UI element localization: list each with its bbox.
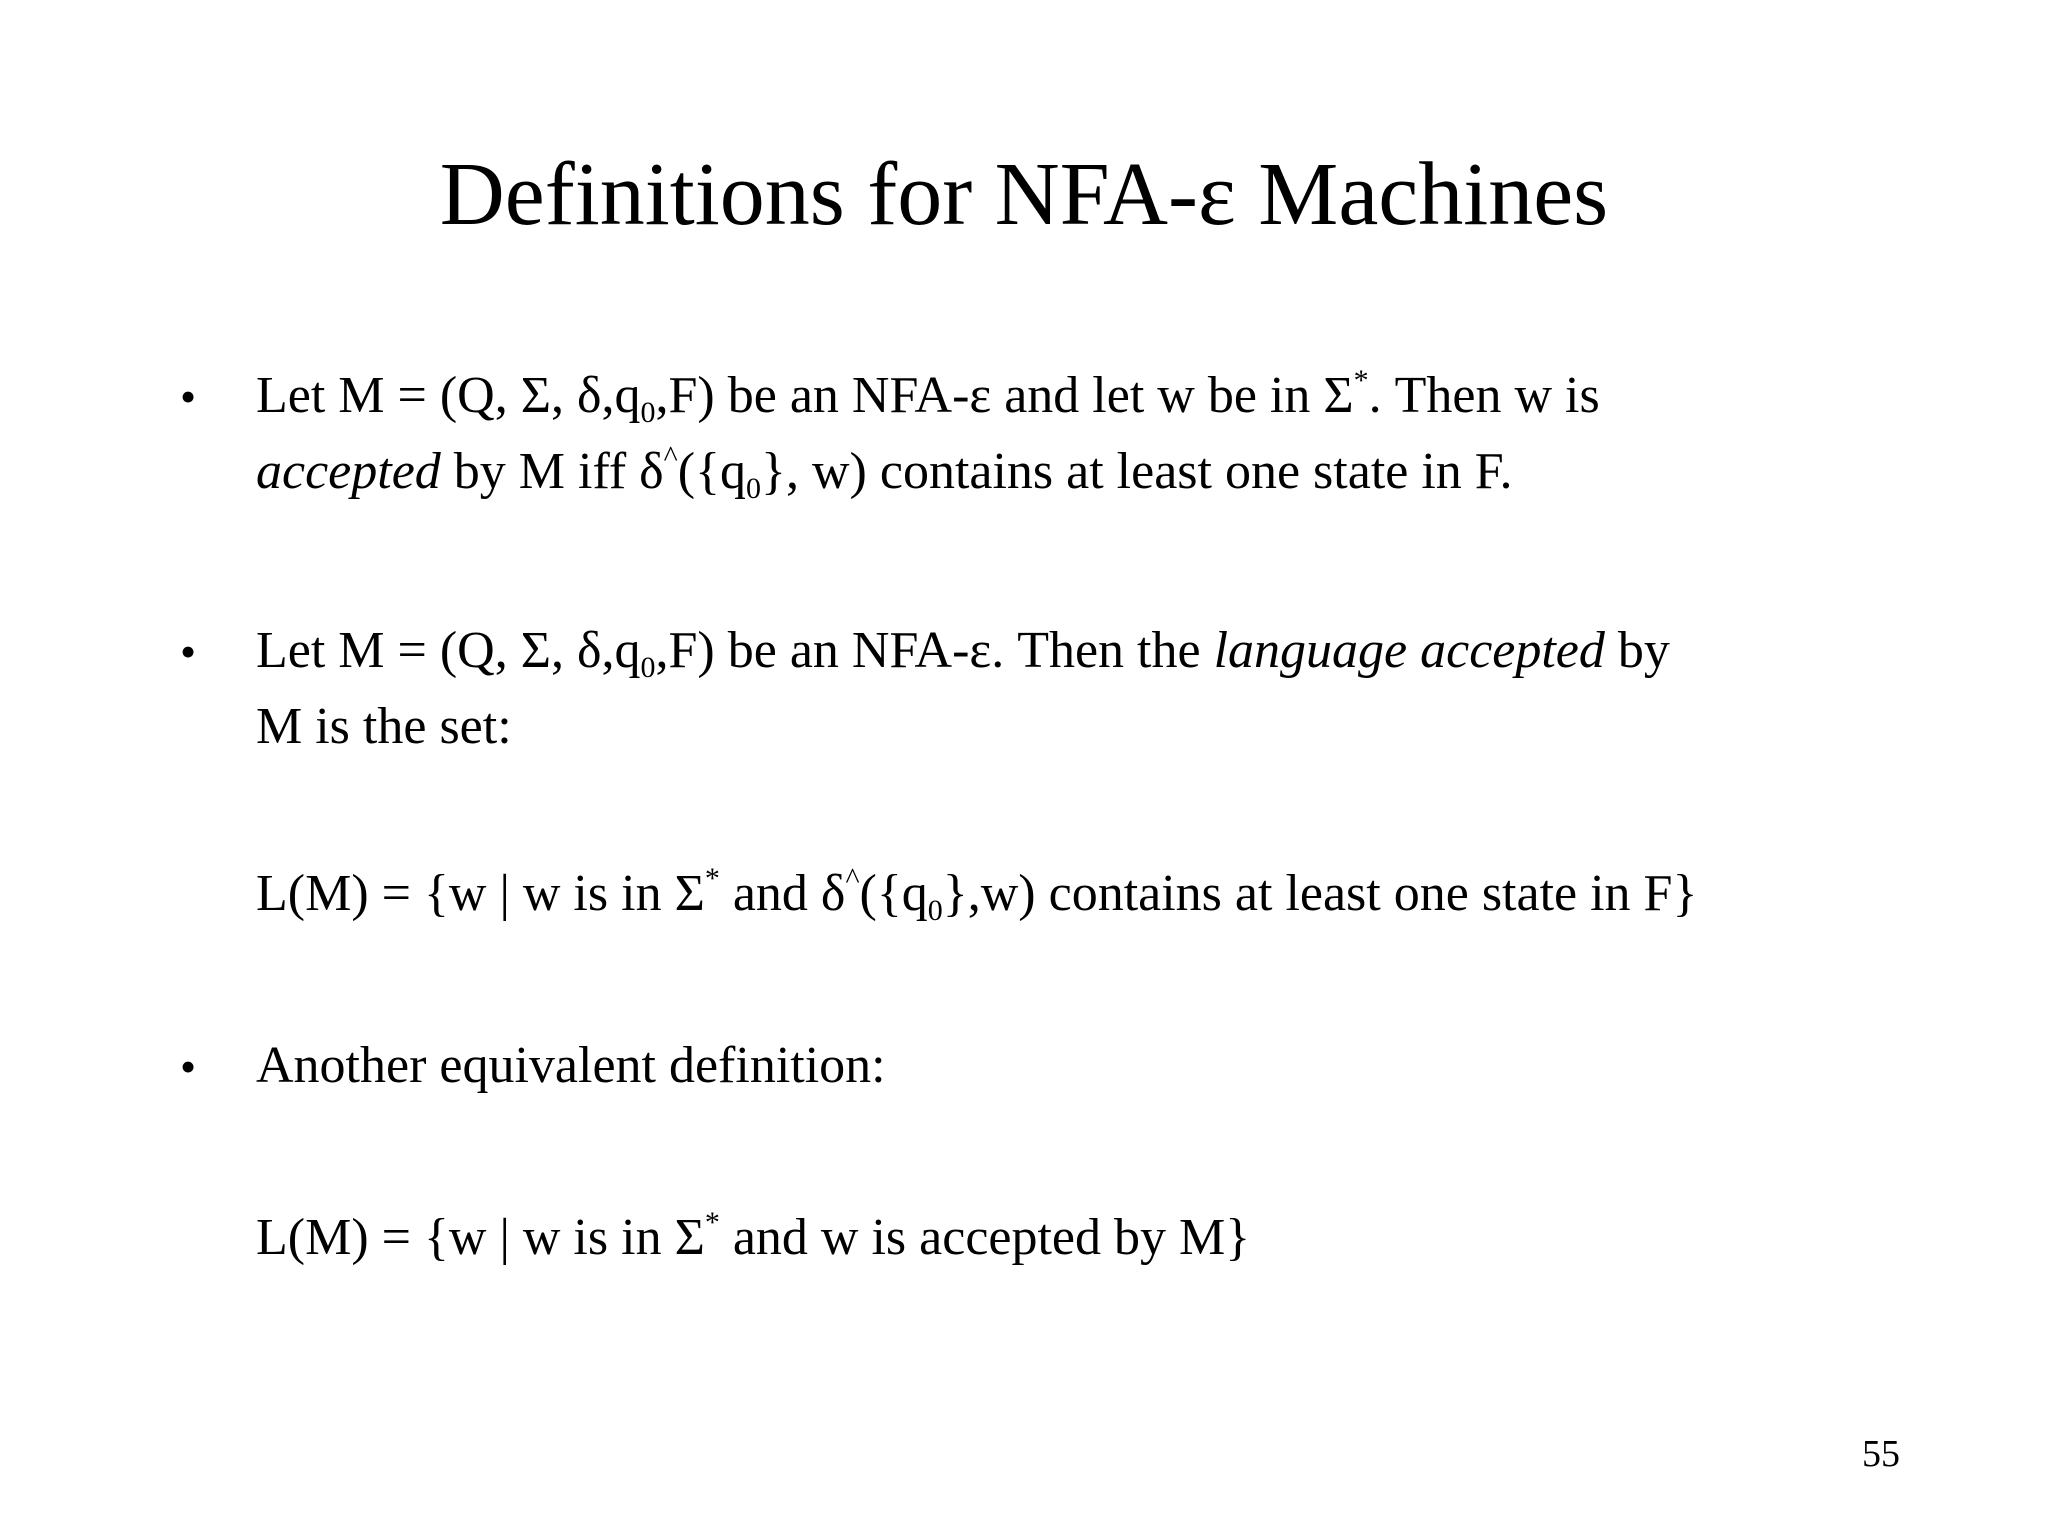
formula-2 [256,1206,1250,1270]
text-run: Let M = (Q, Σ, δ,q [256,367,641,424]
text-run: and δ [719,865,846,922]
superscript: * [704,1206,720,1239]
text-run: ,F) be an NFA-ε and let w be in Σ [655,367,1354,424]
text-run: L(M) = {w | w is in Σ [256,1209,705,1266]
subscript: 0 [746,472,762,505]
superscript: * [704,862,720,895]
text-run: by M iff δ [440,443,664,500]
italic-term: language accepted [1213,622,1605,679]
bullet-1-line-1 [256,364,1600,428]
superscript: ^ [663,440,678,473]
text-run: },w) contains at least one state in F} [942,865,1698,922]
bullet-2-marker: • [180,626,197,677]
text-run: ({q [677,443,747,500]
text-run: L(M) = {w | w is in Σ [256,865,705,922]
text-run: and w is accepted by M} [719,1209,1251,1266]
text-run: . Then w is [1368,367,1600,424]
slide-title: Definitions for NFA-ε Machines [439,145,1609,244]
text-run: ({q [859,865,928,922]
text-run: }, w) contains at least one state in F. [761,443,1513,500]
bullet-2-line-2: M is the set: [256,698,512,755]
bullet-1-marker: • [180,371,197,422]
superscript: * [1353,364,1369,397]
superscript: ^ [845,862,860,895]
bullet-3-line-1: Another equivalent definition: [256,1037,886,1094]
subscript: 0 [927,894,943,927]
bullet-2-line-1 [256,619,1670,683]
bullet-3-marker: • [180,1041,197,1092]
text-run: Let M = (Q, Σ, δ,q [256,622,641,679]
page-number: 55 [1862,1433,1900,1475]
subscript: 0 [640,651,656,684]
bullet-1-line-2 [256,440,1513,504]
subscript: 0 [640,396,656,429]
formula-1 [256,862,1697,926]
text-run: ,F) be an NFA-ε. Then the [655,622,1214,679]
text-run: by [1604,622,1670,679]
italic-term: accepted [256,443,441,500]
